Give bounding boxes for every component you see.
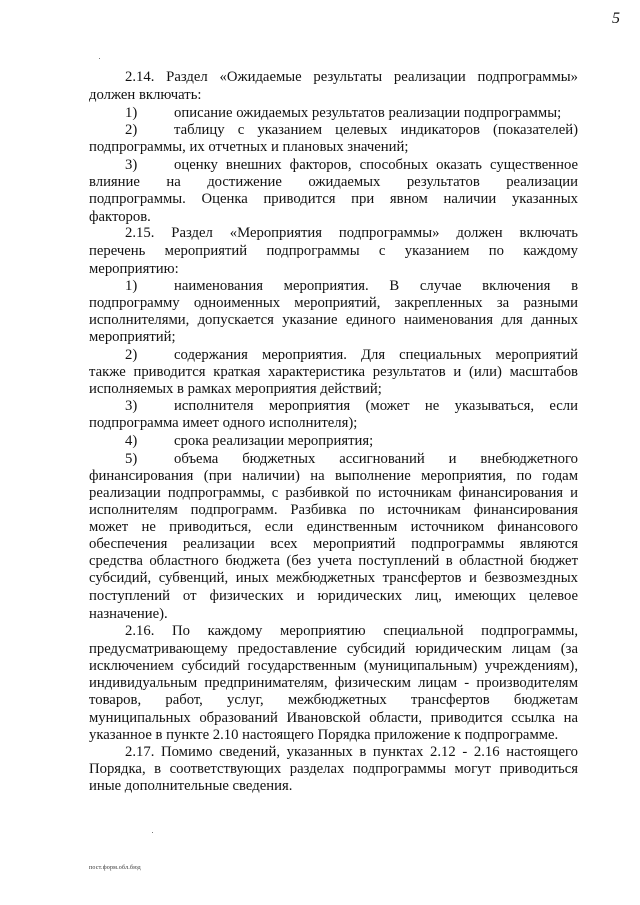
p216-line-3: исключением субсидий государственным (муниципальным) учреждениям), (89, 658, 578, 674)
p215-line-3: мероприятию: (89, 261, 179, 277)
p215-item-3-cont: подпрограмма имеет одного исполнителя); (89, 415, 358, 431)
p215-item-5-cont-1: финансирования (при наличии) на выполнение мероприятия, по годам (89, 468, 578, 484)
p217-line-2: Порядка, в соответствующих разделах подпрограммы могут приводиться (89, 761, 578, 777)
scan-speck (152, 832, 153, 833)
p215-item-1-cont-3: мероприятий; (89, 329, 176, 345)
p215-item-1-text: наименования мероприятия. В случае включения в (174, 278, 578, 294)
p216-line-6: муниципальных образований Ивановской области, приводится ссылка на (89, 710, 578, 726)
p216-line-5: товаров, работ, услуг, межбюджетных трансфертов бюджетам (89, 692, 578, 708)
p215-item-1-cont-2: исполнителями, допускается указание единого наименования для данных (89, 312, 578, 328)
p215-item-2-text: содержания мероприятия. Для специальных мероприятий (174, 347, 578, 363)
p215-item-5-cont-7: субсидий, субвенций, иных межбюджетных трансфертов и безвозмездных (89, 570, 578, 586)
p216-line-2: предусматривающему предоставление субсидий юридическим лицам (за (89, 641, 578, 657)
p217-line-3: иные дополнительные сведения. (89, 778, 293, 794)
p215-item-3-text: исполнителя мероприятия (может не указываться, если (174, 398, 578, 414)
p214-item-1-number: 1) (125, 105, 138, 121)
footer-file-path: пост.форм.обл.бюд (89, 865, 141, 871)
p214-item-3-cont-1: влияние на достижение ожидаемых результатов реализации (89, 174, 578, 190)
p215-item-2-number: 2) (125, 347, 138, 363)
p214-item-1-text: описание ожидаемых результатов реализации подпрограммы; (174, 105, 562, 121)
p215-item-5-number: 5) (125, 451, 138, 467)
p216-line-4: индивидуальным предпринимателям, физическим лицам - производителям (89, 675, 578, 691)
p215-item-4-text: срока реализации мероприятия; (174, 433, 374, 449)
p214-line-1: 2.14. Раздел «Ожидаемые результаты реализации подпрограммы» (125, 69, 578, 85)
p215-item-5-cont-8: поступлений от физических и юридических лиц, имеющих целевое (89, 588, 578, 604)
page-number: 5 (612, 10, 620, 27)
p214-item-3-text: оценку внешних факторов, способных оказать существенное (174, 157, 578, 173)
p214-item-3-cont-2: подпрограммы. Оценка приводится при явном наличии указанных (89, 191, 578, 207)
p215-item-5-cont-2: реализации подпрограммы, с разбивкой по источникам финансирования и (89, 485, 578, 501)
p215-item-5-cont-6: средства областного бюджета (без учета поступлений в областной бюджет (89, 553, 578, 569)
p214-item-3-cont-3: факторов. (89, 209, 151, 225)
p215-item-5-cont-9: назначение). (89, 606, 168, 622)
p215-item-4-number: 4) (125, 433, 138, 449)
p216-line-7: указанное в пункте 2.10 настоящего Порядка приложение к подпрограмме. (89, 727, 559, 743)
p215-item-5-cont-3: исполнителям подпрограмм. Разбивка по источникам финансирования (89, 502, 578, 518)
scan-speck (99, 58, 100, 59)
p214-item-2-number: 2) (125, 122, 138, 138)
p215-item-1-cont-1: подпрограмму одноименных мероприятий, закрепленных за разными (89, 295, 578, 311)
p217-line-1: 2.17. Помимо сведений, указанных в пунктах 2.12 - 2.16 настоящего (125, 744, 578, 760)
p214-line-2: должен включать: (89, 87, 202, 103)
p214-item-2-text: таблицу с указанием целевых индикаторов (показателей) (174, 122, 578, 138)
p215-item-5-cont-4: может не приводиться, если единственным источником финансового (89, 519, 578, 535)
p216-line-1: 2.16. По каждому мероприятию специальной подпрограммы, (125, 623, 578, 639)
p215-item-3-number: 3) (125, 398, 138, 414)
p215-item-2-cont-1: также приводится краткая характеристика результатов и (или) масштабов (89, 364, 578, 380)
p215-line-2: перечень мероприятий подпрограммы с указанием по каждому (89, 243, 578, 259)
p215-item-5-text: объема бюджетных ассигнований и внебюджетного (174, 451, 578, 467)
p215-line-1: 2.15. Раздел «Мероприятия подпрограммы» должен включать (125, 225, 578, 241)
p215-item-2-cont-2: исполняемых в рамках мероприятия действий; (89, 381, 382, 397)
p214-item-3-number: 3) (125, 157, 138, 173)
p214-item-2-cont: подпрограммы, их отчетных и плановых значений; (89, 139, 409, 155)
p215-item-1-number: 1) (125, 278, 138, 294)
p215-item-5-cont-5: обеспечения реализации всех мероприятий подпрограммы являются (89, 536, 578, 552)
